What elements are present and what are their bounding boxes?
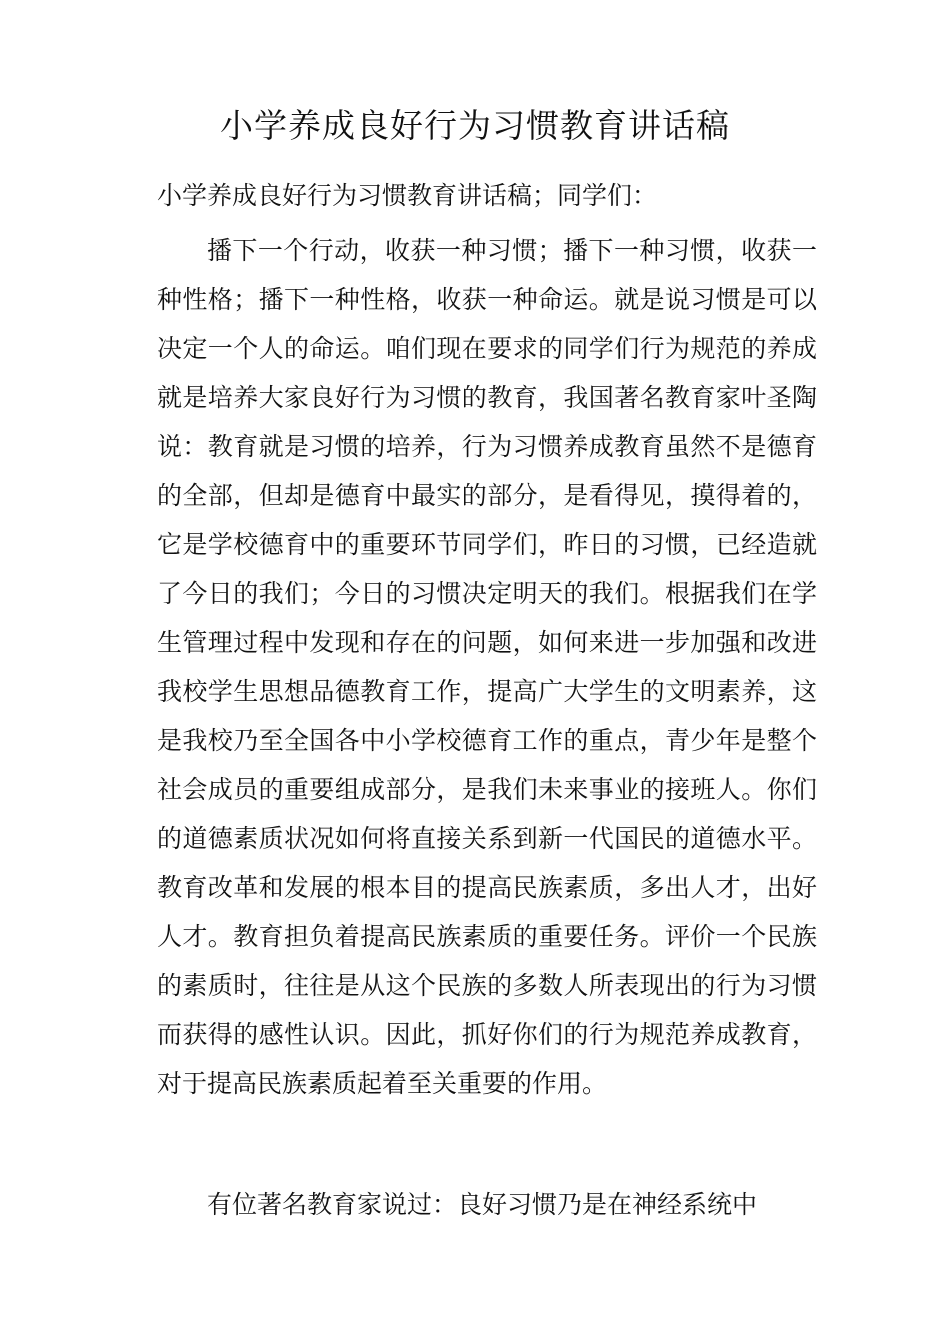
- body-paragraph-2: 有位著名教育家说过：良好习惯乃是在神经系统中: [207, 1190, 758, 1219]
- document-title: 小学养成良好行为习惯教育讲话稿: [220, 106, 730, 145]
- body-paragraph-1: 播下一个行动，收获一种习惯；播下一种习惯，收获一种性格；播下一种性格，收获一种命运。就是说习惯是可以决定一个人的命运。咱们现在要求的同学们行为规范的养成就是培养大家良好行为习惯的教育，我国著名教育家叶圣陶说：教育就是习惯的培养，行为习惯养成教育虽然不是德育的全部，但却是德育中最实的部分，是看得见，摸得着的，它是学校德育中的重要环节同学们，昨日的习惯，已经造就了今日的我们；今日的习惯决定明天的我们。根据我们在学生管理过程中发现和存在的问题，如何来进一步加强和改进我校学生思想品德教育工作，提高广大学生的文明素养，这是我校乃至全国各中小学校德育工作的重点，青少年是整个社会成员的重要组成部分，是我们未来事业的接班人。你们的道德素质状况如何将直接关系到新一代国民的道德水平。教育改革和发展的根本目的提高民族素质，多出人才，出好人才。教育担负着提高民族素质的重要任务。评价一个民族的素质时，往往是从这个民族的多数人所表现出的行为习惯而获得的感性认识。因此，抓好你们的行为规范养成教育，对于提高民族素质起着至关重要的作用。: [157, 236, 817, 1098]
- salutation-line: 小学养成良好行为习惯教育讲话稿；同学们：: [157, 181, 658, 210]
